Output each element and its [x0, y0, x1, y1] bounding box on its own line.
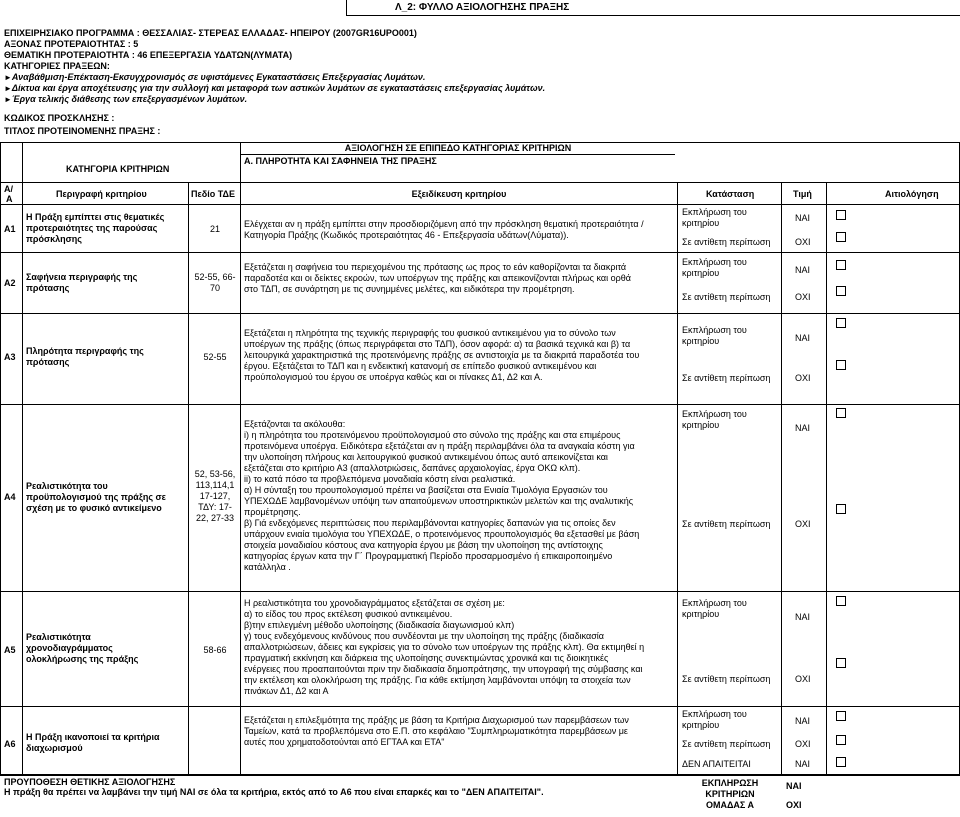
sheet-title: Λ_2: ΦΥΛΛΟ ΑΞΙΟΛΟΓΗΣΗΣ ΠΡΑΞΗΣ: [395, 2, 570, 13]
row-id: Α5: [4, 645, 16, 655]
row-id: Α6: [4, 739, 16, 749]
row-description: Ρεαλιστικότητα χρονοδιαγράμματος ολοκλήρωσης της πράξης: [26, 632, 139, 664]
yes-checkbox[interactable]: [836, 210, 846, 220]
yes-checkbox[interactable]: [836, 318, 846, 328]
positive-evaluation-condition-text: Η πράξη θα πρέπει να λαμβάνει την τιμή ΝΑΙ σε όλα τα κριτήρια, εκτός από το Α6 που είναι επαρκές και το "ΔΕΝ ΑΠΑΙΤΕΙΤΑΙ".: [4, 787, 544, 797]
col-field: Πεδίο ΤΔΕ: [191, 189, 235, 199]
value-no-label: ΟΧΙ: [795, 739, 811, 749]
status-fulfil-label-2: κριτηρίου: [682, 336, 720, 346]
row-id: Α4: [4, 492, 16, 502]
programme-line: ΕΠΙΧΕΙΡΗΣΙΑΚΟ ΠΡΟΓΡΑΜΜΑ : ΘΕΣΣΑΛΙΑΣ- ΣΤΕΡΕΑΣ ΕΛΛΑΔΑΣ- ΗΠΕΙΡΟΥ (2007GR16UPO001): [4, 28, 417, 38]
status-otherwise-label: Σε αντίθετη περίπωση: [682, 292, 771, 302]
category-value: Α. ΠΛΗΡΟΤΗΤΑ ΚΑΙ ΣΑΦΗΝΕΙΑ ΤΗΣ ΠΡΑΞΗΣ: [244, 156, 437, 166]
status-fulfil-label-2: κριτηρίου: [682, 420, 720, 430]
row-description: Σαφήνεια περιγραφής της πρότασης: [26, 272, 138, 293]
summary-label-1: ΕΚΠΛΗΡΩΣΗ: [701, 778, 759, 788]
category-1-text: Αναβάθμιση-Επέκταση-Εκσυγχρονισμός σε υφιστάμενες Εγκαταστάσεις Επεξεργασίας Λυμάτων.: [11, 72, 426, 82]
summary-label-2: ΚΡΙΤΗΡΙΩΝ: [705, 789, 755, 799]
value-no-label: ΟΧΙ: [795, 674, 811, 684]
col-aa-line-2: Α: [6, 194, 13, 204]
value-not-required-yes-label: ΝΑΙ: [795, 759, 811, 769]
triangle-right-icon: ►: [4, 73, 12, 82]
status-otherwise-label: Σε αντίθετη περίπωση: [682, 674, 771, 684]
status-fulfil-label: Εκπλήρωση του: [682, 207, 747, 217]
yes-checkbox[interactable]: [836, 260, 846, 270]
value-no-label: ΟΧΙ: [795, 519, 811, 529]
call-code-label: ΚΩΔΙΚΟΣ ΠΡΟΣΚΛΗΣΗΣ :: [4, 113, 115, 123]
status-fulfil-label-2: κριτηρίου: [682, 720, 720, 730]
row-detail: Εξετάζεται η επιλεξιμότητα της πράξης με βάση τα Κριτήρια Διαχωρισμού των παρεμβάσεων των Ταμείων, κατά τα προβλεπόμενα στο Ε.Π. στο κεφάλαιο "Συμπληρωματικότητα παρεμβάσεων με αυτές που χρηματοδοτούνται από ΕΓΤΑΑ και ΕΤΑ": [244, 715, 629, 747]
priority-axis-line: ΑΞΟΝΑΣ ΠΡΟΤΕΡΑΙΟΤΗΤΑΣ : 5: [4, 39, 139, 49]
value-yes-label: ΝΑΙ: [795, 265, 811, 275]
yes-checkbox[interactable]: [836, 711, 846, 721]
summary-label-3: ΟΜΑΔΑΣ Α: [705, 800, 755, 810]
col-justification: Αιτιολόγηση: [885, 189, 939, 199]
status-fulfil-label: Εκπλήρωση του: [682, 325, 747, 335]
row-detail: Εξετάζονται τα ακόλουθα: i) η πληρότητα του προτεινόμενου προϋπολογισμού στο σύνολο της πράξης και στα επιμέρους προτεινόμενα υποέργα. Ειδικότερα εξετάζεται αν η πράξη περιλαμβάνει όλα τα αναγκαία κόστη για την υλοποίηση πλήρους και λειτουργικού φυσικού αντικειμένου όπως αυτό απεικονίζεται και εξετάζεται στο κριτήριο Α3 (απαλλοτριώσεις, δαπάνες αρχαιολογίας, έργα ΟΚΩ κλπ). ii) το κατά πόσο τα προβλεπόμενα μοναδιαία κόστη είναι ρεαλιστικά. α) Η σύνταξη του προυπολογισμού πρέπει να βασίζεται στα Ενιαία Τιμολόγια Εργασιών του ΥΠΕΧΩΔΕ λαμβανομένων υπόψη των απαιτούμενων υποστηρικτικών μελετών και της αναλυτικής προμέτρησης. β) Γιά ενδεχόμενες περιπτώσεις που περιλαμβάνονται κατηγορίες δαπανών για τις οποίες δεν υπάρχουν ενιαία τιμολόγια του ΥΠΕΧΩΔΕ, ο προτεινόμενος προυπολογισμός θα εξετασθεί με βάση στοιχεία μοναδιαίου κόστους ανα κατηγορία έργου με βάση την υλοποίηση της αντίστοιχης κατηγορίας έργων κατα την Γ΄ Προγραμματική Περίοδο προσαρμοσμένο ή επικαιροποιημένο κατάλληλα .: [244, 419, 640, 572]
value-no-label: ΟΧΙ: [795, 237, 811, 247]
categories-label: ΚΑΤΗΓΟΡΙΕΣ ΠΡΑΞΕΩΝ:: [4, 61, 110, 71]
status-fulfil-label: Εκπλήρωση του: [682, 257, 747, 267]
group-title: ΑΞΙΟΛΟΓΗΣΗ ΣΕ ΕΠΙΠΕΔΟ ΚΑΤΗΓΟΡΙΑΣ ΚΡΙΤΗΡΙΩΝ: [344, 143, 572, 153]
no-checkbox[interactable]: [836, 504, 846, 514]
row-description: Ρεαλιστικότητα του προϋπολογισμού της πράξης σε σχέση με το φυσικό αντικείμενο: [26, 481, 166, 513]
row-id: Α3: [4, 352, 16, 362]
triangle-right-icon: ►: [4, 95, 12, 104]
proposal-title-label: ΤΙΤΛΟΣ ΠΡΟΤΕΙΝΟΜΕΝΗΣ ΠΡΑΞΗΣ :: [4, 126, 161, 136]
priority-theme-line: ΘΕΜΑΤΙΚΗ ΠΡΟΤΕΡΑΙΟΤΗΤΑ : 46 ΕΠΕΞΕΡΓΑΣΙΑ ΥΔΑΤΩΝ(ΛΥΜΑΤΑ): [4, 50, 293, 60]
value-no-label: ΟΧΙ: [795, 373, 811, 383]
no-checkbox[interactable]: [836, 286, 846, 296]
status-otherwise-label: Σε αντίθετη περίπωση: [682, 373, 771, 383]
col-aa-line-1: Α/: [4, 184, 13, 194]
no-checkbox[interactable]: [836, 735, 846, 745]
summary-yes-label: ΝΑΙ: [786, 781, 802, 791]
value-yes-label: ΝΑΙ: [795, 612, 811, 622]
value-yes-label: ΝΑΙ: [795, 333, 811, 343]
no-checkbox[interactable]: [836, 658, 846, 668]
value-yes-label: ΝΑΙ: [795, 213, 811, 223]
col-description: Περιγραφή κριτηρίου: [56, 189, 147, 199]
no-checkbox[interactable]: [836, 360, 846, 370]
summary-no-label: ΟΧΙ: [786, 800, 802, 810]
status-fulfil-label: Εκπλήρωση του: [682, 598, 747, 608]
row-detail: Ελέγχεται αν η πράξη εμπίπτει στην προσδιοριζόμενη από την πρόσκληση θεματική προτεραιότητα / Κατηγορία Πράξης (Κωδικός προτεραιότητας 46 - Επεξεργασία υδάτων(Λύματα)).: [244, 219, 644, 240]
status-fulfil-label-2: κριτηρίου: [682, 268, 720, 278]
row-id: Α2: [4, 278, 16, 288]
row-id: Α1: [4, 224, 16, 234]
row-detail: Εξετάζεται η πληρότητα της τεχνικής περιγραφής του φυσικού αντικειμένου για το σύνολο των υποέργων της πράξης (όπως περιγράφεται στο ΤΔΠ), όσον αφορά: α) τα βασικά τεχνικά και β) τα λειτουργικά χαρακτηριστικά της προτεινόμενης πράξης σε αντιστοιχία με τα διακριτά παραδοτέα του έργου. Εξετάζεται το ΤΔΠ και η ενδεικτική κατανομή σε επίπεδο φυσικού αντικειμένου και προύπολογισμού του έργου σε υποέργα καθώς και οι πίνακες Δ1, Δ2 και Α.: [244, 328, 640, 382]
col-detail: Εξειδίκευση κριτηρίου: [411, 189, 507, 199]
value-yes-label: ΝΑΙ: [795, 423, 811, 433]
col-value: Τιμή: [793, 189, 812, 199]
status-fulfil-label: Εκπλήρωση του: [682, 709, 747, 719]
no-checkbox[interactable]: [836, 232, 846, 242]
status-otherwise-label: Σε αντίθετη περίπωση: [682, 237, 771, 247]
row-field: 52, 53-56, 113,114,1 17-127, ΤΔΥ: 17- 22, 27-33: [194, 469, 236, 523]
value-no-label: ΟΧΙ: [795, 292, 811, 302]
not-required-checkbox[interactable]: [836, 757, 846, 767]
row-field: 21: [209, 224, 220, 234]
row-field: 52-55: [203, 352, 227, 362]
row-description: Η Πράξη ικανοποιεί τα κριτήρια διαχωρισμού: [26, 732, 160, 753]
positive-evaluation-condition-title: ΠΡΟΥΠΟΘΕΣΗ ΘΕΤΙΚΗΣ ΑΞΙΟΛΟΓΗΣΗΣ: [4, 777, 176, 787]
category-3-text: Έργα τελικής διάθεσης των επεξεργασμένων λυμάτων.: [11, 94, 248, 104]
row-field: 52-55, 66- 70: [194, 272, 236, 293]
status-not-required-label: ΔΕΝ ΑΠΑΙΤΕΙΤΑΙ: [682, 759, 751, 769]
status-fulfil-label-2: κριτηρίου: [682, 218, 720, 228]
status-fulfil-label: Εκπλήρωση του: [682, 409, 747, 419]
yes-checkbox[interactable]: [836, 408, 846, 418]
status-otherwise-label: Σε αντίθετη περίπωση: [682, 519, 771, 529]
triangle-right-icon: ►: [4, 84, 12, 93]
row-field: 58-66: [203, 645, 227, 655]
row-detail: Εξετάζεται η σαφήνεια του περιεχομένου της πρότασης ως προς το εάν καθορίζονται τα διακριτά παραδοτέα και οι δείκτες εκροών, των υποέργων της πράξης και απεικονίζονται πλήρως και ορθά στο ΤΔΠ, σε συνάρτηση με τις συνημμένες μελέτες, και ειδικότερα την προμέτρηση.: [244, 262, 631, 294]
value-yes-label: ΝΑΙ: [795, 716, 811, 726]
row-description: Η Πράξη εμπίπτει στις θεματικές προτεραιότητες της παρούσας πρόσκλησης: [26, 212, 165, 244]
row-description: Πληρότητα περιγραφής της πρότασης: [26, 346, 144, 367]
row-detail: Η ρεαλιστικότητα του χρονοδιαγράμματος εξετάζεται σε σχέση με: α) το είδος του προς εκτέλεση φυσικού αντικειμένου. β)την επιλεγμένη μέθοδο υλοποίησης (διαδικασία διαγωνισμού κλπ) γ) τους ενδεχόμενους κινδύνους που συνδέονται με την υλοποίηση της πράξης (διαδικασία απαλλοτριώσεων, άδειες και εγκρίσεις για το σύνολο των υποέργων της πράξης κλπ). Θα εκτιμηθεί η πραγματική εκκίνηση και διάρκεια της υλοποίησης συνεκτιμώντας χρονικά και τις διοικητικές ενέργειες που προαπαιτούνται πριν την διαδικασία δημοπράτησης, την υπογραφή της σύμβασης και την εκτέλεση και ολοκλήρωση της πράξης. Για κάθε εκτίμηση λαμβάνονται υπόψη τα στοιχεία των πινάκων Δ1, Δ2 και Α: [244, 598, 645, 696]
status-otherwise-label: Σε αντίθετη περίπωση: [682, 739, 771, 749]
col-status: Κατάσταση: [706, 189, 755, 199]
yes-checkbox[interactable]: [836, 596, 846, 606]
category-column-header: ΚΑΤΗΓΟΡΙΑ ΚΡΙΤΗΡΙΩΝ: [66, 164, 170, 174]
status-fulfil-label-2: κριτηρίου: [682, 609, 720, 619]
category-2-text: Δίκτυα και έργα αποχέτευσης για την συλλογή και μεταφορά των αστικών λυμάτων σε εγκαταστάσεις επεξεργασίας λυμάτων.: [11, 83, 546, 93]
